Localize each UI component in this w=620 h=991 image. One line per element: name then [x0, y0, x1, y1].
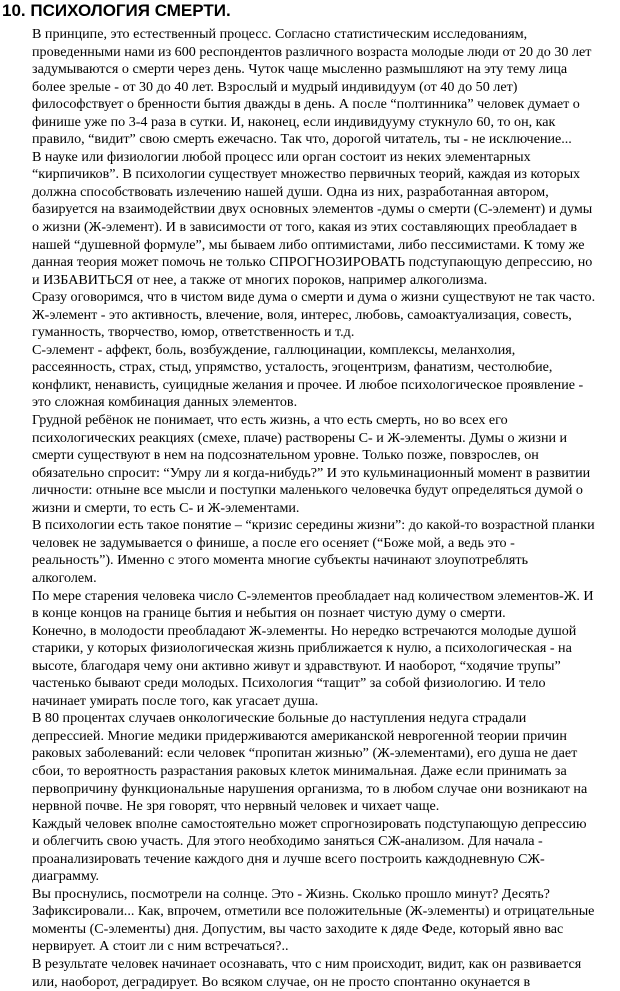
text-line: Вы проснулись, посмотрели на солнце. Это - Жизнь. Сколько прошло минут? Десять?	[32, 885, 550, 902]
text-line: С-элемент - аффект, боль, возбуждение, галлюцинации, комплексы, меланхолия,	[32, 341, 516, 358]
text-line: и облегчить свою участь. Для этого необходимо заняться СЖ-анализом. Для начала -	[32, 833, 543, 850]
text-line: моменты (С-элементы) дня. Допустим, вы часто заходите к дяде Феде, который явно вас	[32, 920, 564, 937]
text-line: конфликт, ненависть, суицидные желания и прочее. И любое психологическое проявление -	[32, 376, 584, 393]
text-line: проведенными нами из 600 респондентов различного возраста молодые люди от 20 до 30 лет	[32, 43, 592, 60]
text-line: начинает умирать после того, как угасает душа.	[32, 692, 319, 709]
text-line: человек не задумывается о финише, а после его осеняет (“Боже мой, а ведь это -	[32, 534, 515, 551]
text-line: рассеянность, страх, стыд, упрямство, усталость, эгоцентризм, фанатизм, честолюбие,	[32, 359, 553, 376]
text-line: психологических реакциях (смехе, плаче) растворены С- и Ж-элементы. Думы о жизни и	[32, 429, 568, 446]
text-line: старики, у которых физиологическая жизнь приближается к нулю, а психологическая - на	[32, 640, 572, 657]
text-line: и ИЗБАВИТЬСЯ от нее, а также от многих пороков, например алкоголизма.	[32, 271, 488, 288]
text-line: или, наоборот, деградирует. Во всяком случае, он не просто спонтанно окунается в	[32, 973, 531, 990]
text-line: личности: отныне все мысли и поступки маленького человечка будут определяться думой о	[32, 482, 583, 499]
chapter-heading: 10. ПСИХОЛОГИЯ СМЕРТИ.	[2, 1, 231, 20]
text-line: первопричину функциональные нарушения организма, то в любом случае они возникают на	[32, 780, 588, 797]
text-line: нервирует. А стоит ли с ним встречаться?..	[32, 938, 289, 955]
text-line: диаграмму.	[32, 868, 100, 885]
text-line: В 80 процентах случаев онкологические больные до наступления недуга страдали	[32, 710, 527, 727]
text-line: финише уже по 3-4 раза в сутки. И, наконец, если индивидууму стукнуло 60, то он, как	[32, 113, 556, 130]
text-line: в конце концов на границе бытия и небытия он познает чистую думу о смерти.	[32, 605, 506, 622]
text-line: данная теория может помочь не только СПРОГНОЗИРОВАТЬ подступающую депрессию, но	[32, 254, 593, 271]
text-line: о жизни (Ж-элемент). И в зависимости от того, какая из этих составляющих преобладает в	[32, 219, 578, 236]
text-line: “кирпичиков”. В психологии существует множество первичных теорий, каждая из которых	[32, 166, 581, 183]
text-line: смерти существуют в нем на подсознательном уровне. Только позже, повзрослев, он	[32, 447, 539, 464]
text-line: депрессией. Многие медики придерживаются американской неврогенной теории причин	[32, 727, 567, 744]
text-line: базируется на взаимодействии двух основных элементов -думы о смерти (С-элемент) и думы	[32, 201, 593, 218]
text-line: это сложная комбинация данных элементов.	[32, 394, 298, 411]
text-line: Зафиксировали... Как, впрочем, отметили все положительные (Ж-элементы) и отрицательные	[32, 903, 595, 920]
text-line: Каждый человек вполне самостоятельно может спрогнозировать подступающую депрессию	[32, 815, 587, 832]
text-line: высоте, благодаря чему они активно живут и здравствуют. И наоборот, “ходячие трупы”	[32, 657, 561, 674]
chapter-body	[32, 26, 618, 991]
text-line: обязательно спросит: “Умру ли я когда-нибудь?” И это кульминационный момент в развитии	[32, 464, 591, 481]
text-line: задумываются о смерти через день. Чуток чаще мысленно размышляют на эту тему лица	[32, 61, 568, 78]
text-line: В результате человек начинает осознавать, что с ним происходит, видит, как он развивается	[32, 955, 582, 972]
text-line: алкоголем.	[32, 569, 97, 586]
text-line: Сразу оговоримся, что в чистом виде дума о смерти и дума о жизни существуют не так часто.	[32, 289, 596, 306]
text-line: философствует о бренности бытия дважды в день. А после “полтинника” человек думает о	[32, 96, 580, 113]
text-line: гуманность, творчество, юмор, ответственность и т.д.	[32, 324, 355, 341]
text-line: более зрелые - от 30 до 40 лет. Взрослый и мудрый индивидуум (от 40 до 50 лет)	[32, 78, 518, 95]
text-line: По мере старения человека число С-элементов преобладает над количеством элементов-Ж. И	[32, 587, 594, 604]
text-line: Ж-элемент - это активность, влечение, воля, интерес, любовь, самоактуализация, совесть,	[32, 306, 572, 323]
text-line: сбои, то вероятность разрастания раковых клеток минимальная. Даже если принимать за	[32, 762, 567, 779]
text-line: правило, “видит” свою смерть ежечасно. Так что, дорогой читатель, ты - не исключение...	[32, 131, 572, 148]
text-line: жизни и смерти, то есть С- и Ж-элементами.	[32, 499, 300, 516]
text-line: В науке или физиологии любой процесс или орган состоит из неких элементарных	[32, 148, 531, 165]
text-line: нервной почве. Не зря говорят, что нервный человек и чихает чаще.	[32, 798, 440, 815]
text-line: В психологии есть такое понятие – “кризис середины жизни”: до какой-то возрастной планки	[32, 517, 595, 534]
text-line: частенько бывают среди молодых. Психология “тащит” за собой физиологию. И тело	[32, 675, 546, 692]
text-line: реальность”). Именно с этого момента многие субъекты начинают злоупотреблять	[32, 552, 528, 569]
text-line: нашей “душевной формуле”, мы бываем либо оптимистами, либо пессимистами. К тому же	[32, 236, 585, 253]
text-line: проанализировать течение каждого дня и лучше всего построить каждодневную СЖ-	[32, 850, 545, 867]
text-line: должна способствовать излечению нашей души. Одна из них, разработанная автором,	[32, 183, 549, 200]
text-line: Конечно, в молодости преобладают Ж-элементы. Но нередко встречаются молодые душой	[32, 622, 577, 639]
text-line: Грудной ребёнок не понимает, что есть жизнь, а что есть смерть, но во всех его	[32, 412, 508, 429]
text-line: раковых заболеваний: если человек “пропитан жизнью” (Ж-элементами), его душа не дает	[32, 745, 578, 762]
text-line: В принципе, это естественный процесс. Согласно статистическим исследованиям,	[32, 26, 528, 42]
